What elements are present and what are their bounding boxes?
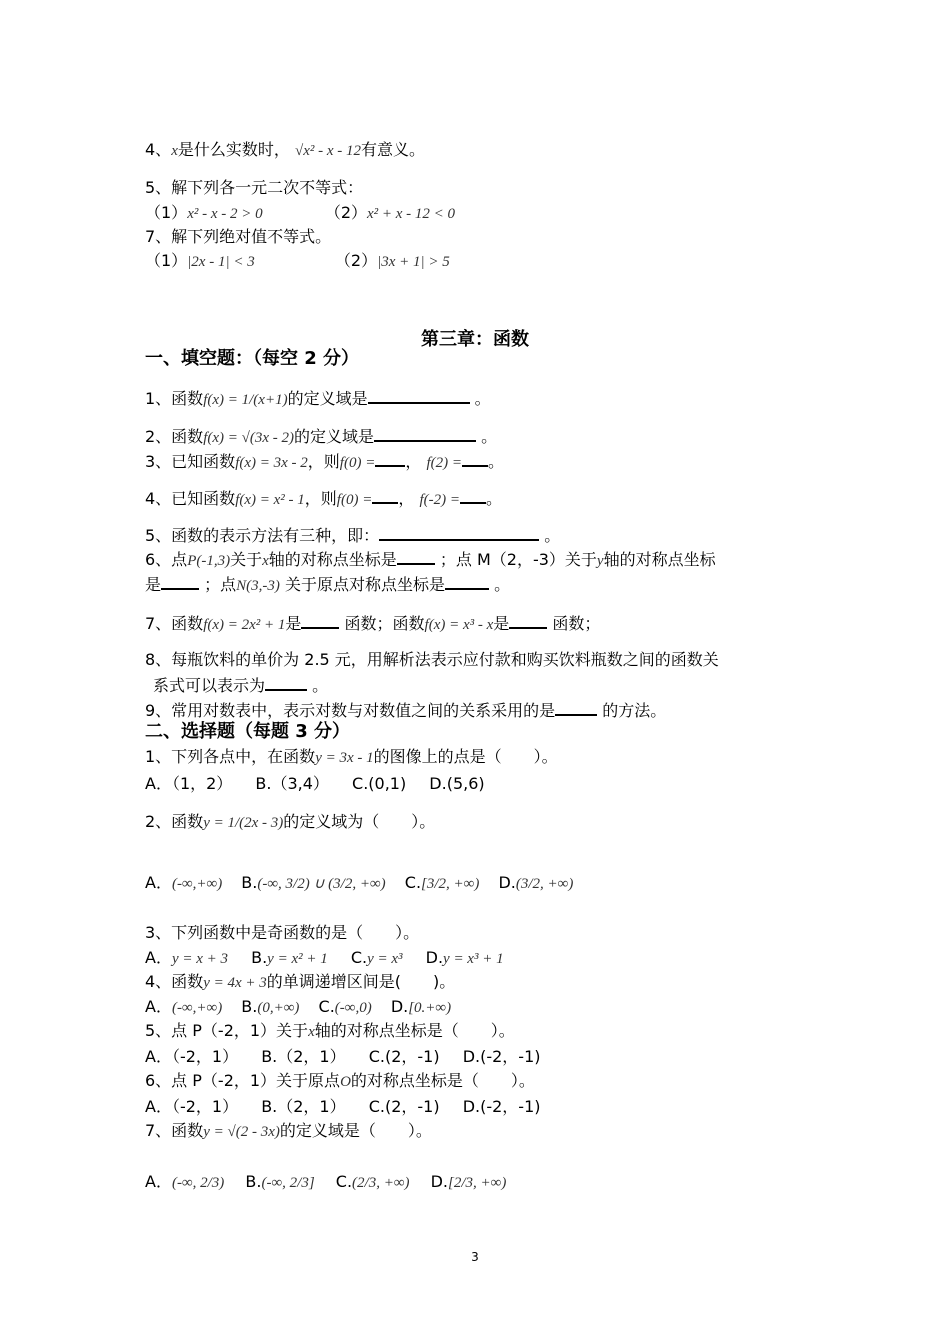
question-4-sqrt <box>145 140 425 161</box>
q-text: 系式可以表示为 <box>153 676 266 695</box>
math-expr: [0.+∞) <box>408 1000 452 1016</box>
choice-q4 <box>145 972 455 993</box>
math-expr: f(x) = 3x - 2 <box>235 455 308 471</box>
q-text: 2、函数 <box>145 812 204 831</box>
math-expr: x² + x - 12 < 0 <box>367 206 456 222</box>
option-c[interactable]: C.(2，-1) <box>368 1097 440 1116</box>
option-a[interactable]: A．（-2，1） <box>145 1097 239 1116</box>
option-c[interactable]: C.(0,1) <box>352 774 407 793</box>
option-a[interactable]: A． <box>145 873 172 892</box>
chapter-title: 第三章：函数 <box>421 329 529 350</box>
option-a[interactable]: A．（-2，1） <box>145 1047 239 1066</box>
answer-blank[interactable] <box>161 574 199 590</box>
q-text: 的定义域是（ ）。 <box>279 1121 432 1140</box>
math-expr: [2/3, +∞) <box>448 1175 507 1191</box>
option-d[interactable]: D. <box>425 948 444 967</box>
math-expr: y = x³ <box>367 951 403 967</box>
math-expr: |3x + 1| > 5 <box>377 254 450 270</box>
fill-q8-line1: 8、每瓶饮料的单价为 2.5 元，用解析法表示应付款和购买饮料瓶数之间的函数关 <box>145 650 719 669</box>
q-text: 9、常用对数表中，表示对数与对数值之间的关系采用的是 <box>145 701 556 720</box>
math-expr: f(x) = x² - 1 <box>235 492 305 508</box>
choice-q7 <box>145 1121 432 1142</box>
math-expr: (-∞,+∞) <box>171 876 223 892</box>
option-a[interactable]: A．（1，2） <box>145 774 233 793</box>
option-b[interactable]: B. <box>245 1172 262 1191</box>
math-expr: √x² - x - 12 <box>294 143 362 159</box>
q-text: 5、点 P（-2，1）关于 <box>145 1021 309 1040</box>
math-expr: [3/2, +∞) <box>421 876 480 892</box>
option-b[interactable]: B.（2，1） <box>261 1097 346 1116</box>
math-expr: (0,+∞) <box>257 1000 300 1016</box>
fill-q6-line1 <box>145 549 716 571</box>
fill-q2 <box>145 426 497 448</box>
q-text: 是 <box>145 575 162 594</box>
option-b[interactable]: B.（2，1） <box>261 1047 346 1066</box>
q-text: 的图像上的点是（ ）。 <box>373 747 558 766</box>
option-c[interactable]: C. <box>335 1172 353 1191</box>
section-choice-heading: 二、选择题（每题 3 分） <box>145 721 351 742</box>
q-text: 函数；函数 <box>344 614 425 633</box>
math-var: x <box>308 1024 315 1040</box>
math-expr: y = 3x - 1 <box>315 750 374 766</box>
q-text: 5、函数的表示方法有三种，即： <box>145 526 380 545</box>
math-expr: (-∞,+∞) <box>171 1000 223 1016</box>
part-label: （2） <box>324 203 367 222</box>
math-var: O <box>340 1074 351 1090</box>
q-text: 2、函数 <box>145 427 204 446</box>
math-expr: y = x² + 1 <box>267 951 328 967</box>
q-text: 轴的对称点坐标 <box>603 550 716 569</box>
math-expr: f(x) = 2x² + 1 <box>203 617 286 633</box>
choice-q4-options <box>145 997 451 1018</box>
q-text: 3、已知函数 <box>145 452 236 471</box>
answer-blank[interactable] <box>509 613 547 629</box>
choice-q1 <box>145 747 558 768</box>
math-expr: (-∞, 2/3) <box>171 1175 225 1191</box>
math-expr: f(2) = <box>426 455 462 471</box>
fill-q6-line2 <box>145 574 510 596</box>
q-text: 是什么实数时， <box>177 140 290 159</box>
q-text: 4、已知函数 <box>145 489 236 508</box>
answer-blank[interactable] <box>301 613 339 629</box>
part-label: （2） <box>334 251 378 270</box>
option-b[interactable]: B.（3,4） <box>255 774 329 793</box>
math-expr: y = x³ + 1 <box>443 951 504 967</box>
q-number: 4、 <box>145 140 172 159</box>
fill-q4 <box>145 488 502 510</box>
choice-q6-options <box>145 1097 541 1117</box>
math-var: x <box>171 143 178 159</box>
answer-blank[interactable] <box>397 549 435 565</box>
math-expr: y = √(2 - 3x) <box>203 1124 280 1140</box>
part-label: （1） <box>145 203 188 222</box>
q-text: 7、函数 <box>145 1121 204 1140</box>
option-b[interactable]: B. <box>241 873 258 892</box>
q-text: 函数； <box>552 614 601 633</box>
q-text: 是 <box>285 614 302 633</box>
q-text: 1、函数 <box>145 389 204 408</box>
q-text: ，则 <box>304 489 337 508</box>
option-b[interactable]: B. <box>251 948 268 967</box>
math-expr: f(0) = <box>336 492 373 508</box>
q-text: 的单调递增区间是( )。 <box>266 972 456 991</box>
answer-blank[interactable] <box>445 574 489 590</box>
q-text: ；点 M（2，-3）关于 <box>439 550 597 569</box>
q-text: 6、点 <box>145 550 188 569</box>
option-a[interactable]: A． <box>145 1172 172 1191</box>
option-a[interactable]: A． <box>145 997 172 1016</box>
q-text: 。 <box>544 526 561 545</box>
choice-q6 <box>145 1071 535 1092</box>
option-a[interactable]: A． <box>145 948 172 967</box>
math-expr: f(0) = <box>339 455 376 471</box>
choice-q3-options <box>145 948 504 969</box>
answer-blank[interactable] <box>375 451 405 467</box>
choice-q1-options <box>145 774 485 794</box>
q-text: 的对称点坐标是（ ）。 <box>350 1071 535 1090</box>
answer-blank[interactable] <box>462 451 488 467</box>
q-text: ，则 <box>307 452 340 471</box>
math-expr: P(-1,3) <box>187 553 231 569</box>
math-expr: f(x) = x³ - x <box>424 617 494 633</box>
choice-q5-options <box>145 1047 541 1067</box>
q-text: 有意义。 <box>361 140 426 159</box>
choice-q2-options <box>145 873 573 894</box>
section-fill-heading: 一、填空题：（每空 2 分） <box>145 348 360 369</box>
math-expr: f(x) = √(3x - 2) <box>203 430 295 446</box>
answer-blank[interactable] <box>372 488 398 504</box>
answer-blank[interactable] <box>379 525 539 541</box>
math-expr: f(-2) = <box>419 492 460 508</box>
option-c[interactable]: C. <box>404 873 422 892</box>
option-d[interactable]: D. <box>430 1172 449 1191</box>
fill-q3 <box>145 451 504 473</box>
q-text: 的定义域是 <box>294 427 375 446</box>
math-expr: (2/3, +∞) <box>352 1175 410 1191</box>
q-text: 。 <box>474 389 491 408</box>
q-text: ， <box>398 489 415 508</box>
math-expr: (-∞,0) <box>334 1000 372 1016</box>
option-d[interactable]: D.(-2，-1) <box>462 1047 541 1066</box>
option-d[interactable]: D. <box>498 873 516 892</box>
math-expr: N(3,-3) <box>236 578 280 594</box>
q-text: 1、下列各点中，在函数 <box>145 747 316 766</box>
fill-q7 <box>145 613 600 635</box>
q-text: 关于原点对称点坐标是 <box>284 575 445 594</box>
fill-q1 <box>145 388 491 410</box>
answer-blank[interactable] <box>374 426 476 442</box>
q-text: 关于 <box>230 550 263 569</box>
q-text: 6、点 P（-2，1）关于原点 <box>145 1071 341 1090</box>
option-d[interactable]: D. <box>390 997 409 1016</box>
math-expr: x² - x - 2 > 0 <box>187 206 263 222</box>
option-c[interactable]: C. <box>350 948 368 967</box>
q-text: 。 <box>312 676 329 695</box>
math-var: y <box>596 553 604 569</box>
q-text: 的定义域是 <box>287 389 368 408</box>
answer-blank[interactable] <box>265 675 307 691</box>
option-d[interactable]: D.(-2，-1) <box>462 1097 541 1116</box>
math-expr: (-∞, 3/2) ∪ (3/2, +∞) <box>257 876 386 892</box>
fill-q5 <box>145 525 560 546</box>
question-7-parts <box>145 251 450 272</box>
q-text: 是 <box>493 614 510 633</box>
q-text: 轴的对称点坐标是（ ）。 <box>314 1021 515 1040</box>
option-b[interactable]: B. <box>241 997 258 1016</box>
q-text: 7、函数 <box>145 614 204 633</box>
option-c[interactable]: C. <box>318 997 335 1016</box>
math-expr: y = x + 3 <box>171 951 229 967</box>
q-text: ；点 <box>204 575 237 594</box>
question-7-heading: 7、解下列绝对值不等式。 <box>145 227 332 246</box>
option-c[interactable]: C.(2，-1) <box>368 1047 440 1066</box>
math-expr: f(x) = 1/(x+1) <box>203 392 288 408</box>
q-text: 轴的对称点坐标是 <box>268 550 397 569</box>
answer-blank[interactable] <box>555 700 597 716</box>
page-number: 3 <box>471 1250 479 1264</box>
question-5-heading: 5、解下列各一元二次不等式： <box>145 178 364 197</box>
q-text: ， <box>405 452 422 471</box>
answer-blank[interactable] <box>460 488 486 504</box>
q-text: 的方法。 <box>602 701 667 720</box>
choice-q2 <box>145 812 435 833</box>
q-text: 。 <box>494 575 511 594</box>
q-text: 4、函数 <box>145 972 204 991</box>
math-expr: y = 4x + 3 <box>203 975 267 991</box>
question-5-parts <box>145 203 455 224</box>
fill-q8-line2 <box>153 675 328 696</box>
math-expr: (3/2, +∞) <box>515 876 574 892</box>
math-expr: (-∞, 2/3] <box>261 1175 315 1191</box>
math-var: x <box>262 553 269 569</box>
choice-q5 <box>145 1021 515 1042</box>
math-expr: y = 1/(2x - 3) <box>203 815 284 831</box>
choice-q3: 3、下列函数中是奇函数的是（ ）。 <box>145 923 420 942</box>
q-text: 。 <box>487 452 504 471</box>
part-label: （1） <box>145 251 188 270</box>
choice-q7-options <box>145 1172 506 1193</box>
option-d[interactable]: D.(5,6) <box>429 774 485 793</box>
q-text: 。 <box>485 489 502 508</box>
answer-blank[interactable] <box>368 388 470 404</box>
fill-q9 <box>145 700 666 721</box>
q-text: 。 <box>481 427 498 446</box>
math-expr: |2x - 1| < 3 <box>187 254 255 270</box>
q-text: 的定义域为（ ）。 <box>283 812 436 831</box>
